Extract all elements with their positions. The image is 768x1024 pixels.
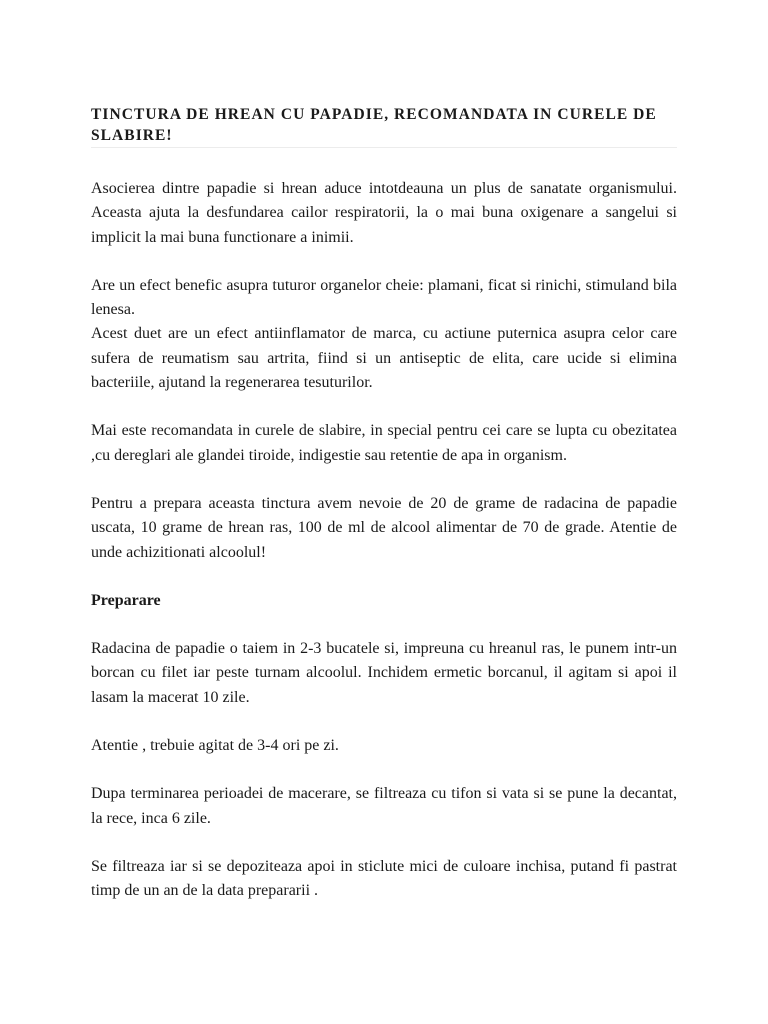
paragraph-shaking-note: Atentie , trebuie agitat de 3-4 ori pe zi. — [91, 737, 339, 755]
paragraph-anti-inflammatory: Acest duet are un efect antiinflamator de marca, cu actiune puternica asupra celor care sufera de reumatism sau artrita, fiind si un antiseptic de elita, care ucide si elimina bacteriile, ajutand la regenerarea tesuturilor. — [91, 325, 677, 392]
paragraph-benefits: Are un efect benefic asupra tuturor organelor cheie: plamani, ficat si rinichi, stimuland bila lenesa. — [91, 276, 677, 319]
document-page — [91, 104, 677, 904]
paragraph-storage: Se filtreaza iar si se depoziteaza apoi in sticlute mici de culoare inchisa, putand fi pastrat timp de un an de la data prepararii . — [91, 857, 677, 900]
preparation-heading: Preparare — [91, 591, 161, 609]
paragraph-preparation-steps: Radacina de papadie o taiem in 2-3 bucatele si, impreuna cu hreanul ras, le punem intr-un borcan cu filet iar peste turnam alcoolul. Inchidem ermetic borcanul, il agitam si apoi il lasam la macerat 10 zile. — [91, 640, 677, 706]
paragraph-ingredients: Pentru a prepara aceasta tinctura avem nevoie de 20 de grame de radacina de papadie uscata, 10 grame de hrean ras, 100 de ml de alcool alimentar de 70 de grade. Atentie de unde achizitionati alcoolul! — [91, 494, 677, 561]
paragraph-weight-loss: Mai este recomandata in curele de slabire, in special pentru cei care se lupta cu obezitatea ,cu dereglari ale glandei tiroide, indigestie sau retentie de apa in organism. — [91, 422, 677, 464]
article-title: TINCTURA DE HREAN CU PAPADIE, RECOMANDATA IN CURELE DE SLABIRE! — [91, 104, 677, 148]
paragraph-filtering: Dupa terminarea perioadei de macerare, se filtreaza cu tifon si vata si se pune la decantat, la rece, inca 6 zile. — [91, 785, 677, 827]
paragraph-intro: Asocierea dintre papadie si hrean aduce intotdeauna un plus de sanatate organismului. Aceasta ajuta la desfundarea cailor respiratorii, la o mai buna oxigenare a sangelui si implicit la mai buna functionare a inimii. — [91, 180, 677, 246]
